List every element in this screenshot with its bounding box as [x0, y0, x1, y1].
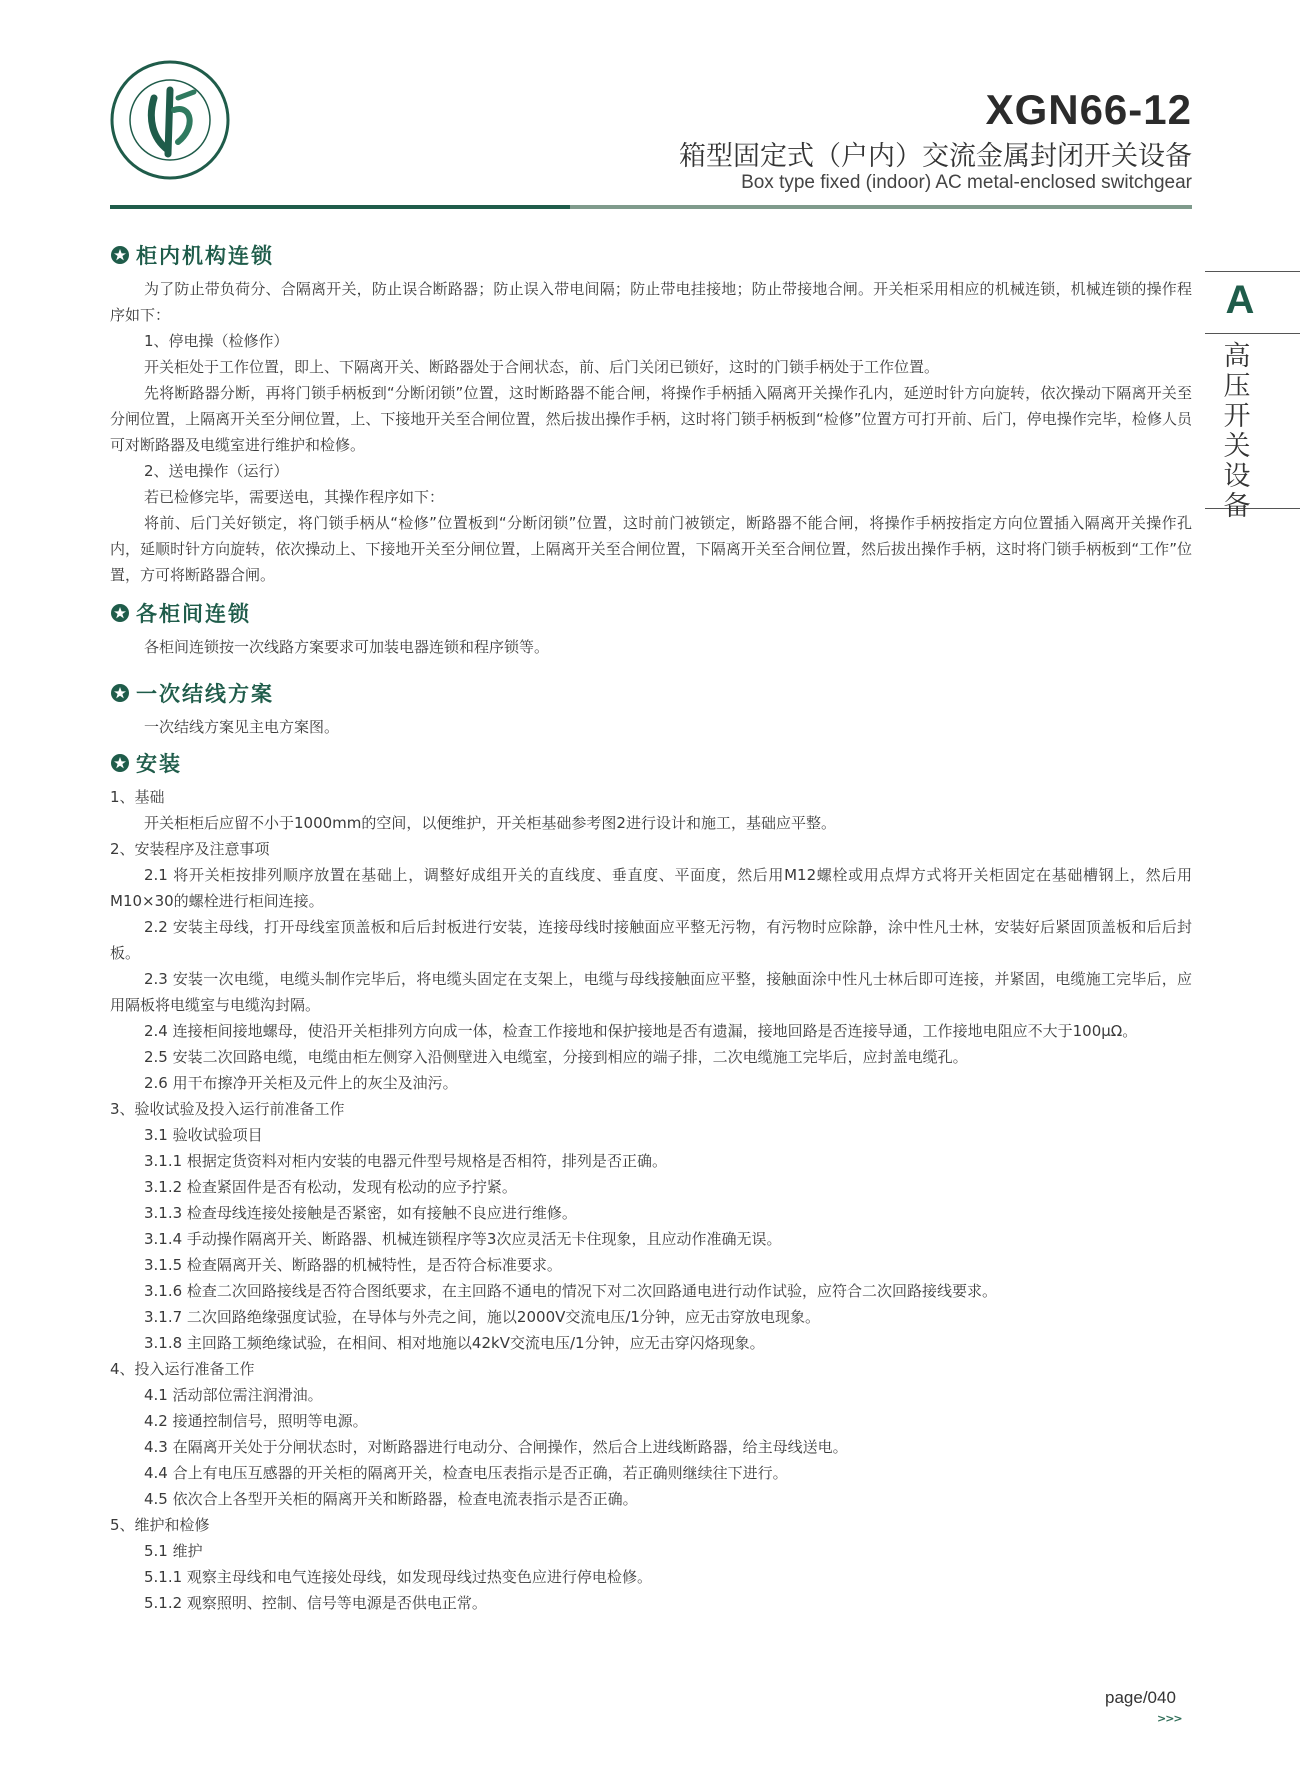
header-rule-light [570, 205, 1192, 209]
star-bullet-icon [110, 245, 130, 265]
paragraph: 先将断路器分断，再将门锁手柄板到“分断闭锁”位置，这时断路器不能合闸，将操作手柄插入隔离开关操作孔内，延逆时针方向旋转，依次操动下隔离开关至分闸位置，上隔离开关至分闸位置，上、下接地开关至合闸位置，然后拔出操作手柄，这时将门锁手柄板到“检修”位置方可打开前、后门，停电操作完毕，检修人员可对断路器及电缆室进行维护和检修。 [110, 384, 1192, 454]
next-page-arrows: >>> [1157, 1712, 1182, 1725]
paragraph: 1、停电操（检修作） [144, 332, 289, 350]
paragraph: 3.1.3 检查母线连接处接触是否紧密，如有接触不良应进行维修。 [144, 1204, 577, 1222]
section [110, 748, 1192, 1616]
paragraph: 5.1 维护 [144, 1542, 203, 1560]
section-heading [110, 598, 1192, 628]
paragraph: 5.1.2 观察照明、控制、信号等电源是否供电正常。 [144, 1594, 487, 1612]
paragraph: 开关柜柜后应留不小于1000mm的空间，以便维护，开关柜基础参考图2进行设计和施工，基础应平整。 [144, 814, 836, 832]
header-rule-dark [110, 205, 570, 209]
section-heading [110, 678, 1192, 708]
main-content [110, 240, 1192, 1624]
paragraph: 2、安装程序及注意事项 [110, 840, 270, 858]
product-title-en: Box type fixed (indoor) AC metal-enclosed switchgear [741, 172, 1192, 193]
paragraph: 3、验收试验及投入运行前准备工作 [110, 1100, 345, 1118]
paragraph: 2.1 将开关柜按排列顺序放置在基础上，调整好成组开关的直线度、垂直度、平面度，然后用M12螺栓或用点焊方式将开关柜固定在基础槽钢上，然后用M10×30的螺栓进行柜间连接。 [110, 866, 1192, 910]
paragraph: 1、基础 [110, 788, 165, 806]
paragraph: 5.1.1 观察主母线和电气连接处母线，如发现母线过热变色应进行停电检修。 [144, 1568, 652, 1586]
paragraph: 3.1.5 检查隔离开关、断路器的机械特性，是否符合标准要求。 [144, 1256, 562, 1274]
section [110, 240, 1192, 588]
paragraph: 2.3 安装一次电缆，电缆头制作完毕后，将电缆头固定在支架上，电缆与母线接触面应平整，接触面涂中性凡士林后即可连接，并紧固，电缆施工完毕后，应用隔板将电缆室与电缆沟封隔。 [110, 970, 1192, 1014]
product-title-cn: 箱型固定式（户内）交流金属封闭开关设备 [679, 141, 1192, 172]
paragraph: 3.1 验收试验项目 [144, 1126, 263, 1144]
paragraph: 若已检修完毕，需要送电，其操作程序如下： [144, 488, 445, 506]
paragraph: 4.2 接通控制信号，照明等电源。 [144, 1412, 368, 1430]
chapter-label: 高压开关设备 [1223, 341, 1251, 522]
page-number: page/040 [1105, 1688, 1176, 1707]
paragraph: 一次结线方案见主电方案图。 [144, 718, 340, 736]
paragraph: 4.4 合上有电压互感器的开关柜的隔离开关，检查电压表指示是否正确，若正确则继续往下进行。 [144, 1464, 788, 1482]
paragraph: 2.6 用干布擦净开关柜及元件上的灰尘及油污。 [144, 1074, 458, 1092]
section [110, 678, 1192, 740]
paragraph: 开关柜处于工作位置，即上、下隔离开关、断路器处于合闸状态，前、后门关闭已锁好，这时的门锁手柄处于工作位置。 [144, 358, 940, 376]
paragraph: 3.1.2 检查紧固件是否有松动，发现有松动的应予拧紧。 [144, 1178, 517, 1196]
paragraph: 4.5 依次合上各型开关柜的隔离开关和断路器，检查电流表指示是否正确。 [144, 1490, 638, 1508]
paragraph: 4.3 在隔离开关处于分闸状态时，对断路器进行电动分、合闸操作，然后合上进线断路器，给主母线送电。 [144, 1438, 848, 1456]
paragraph: 3.1.6 检查二次回路接线是否符合图纸要求，在主回路不通电的情况下对二次回路通电进行动作试验，应符合二次回路接线要求。 [144, 1282, 997, 1300]
section-heading-text: 一次结线方案 [136, 682, 274, 706]
section-heading-text: 安装 [136, 752, 182, 776]
paragraph: 4.1 活动部位需注润滑油。 [144, 1386, 323, 1404]
section-heading [110, 748, 1192, 778]
paragraph: 3.1.1 根据定货资料对柜内安装的电器元件型号规格是否相符，排列是否正确。 [144, 1152, 667, 1170]
chapter-letter: A [1225, 278, 1255, 322]
paragraph: 5、维护和检修 [110, 1516, 210, 1534]
paragraph: 3.1.4 手动操作隔离开关、断路器、机械连锁程序等3次应灵活无卡住现象，且应动作准确无误。 [144, 1230, 782, 1248]
section-heading-text: 各柜间连锁 [136, 602, 251, 626]
paragraph: 将前、后门关好锁定，将门锁手柄从“检修”位置板到“分断闭锁”位置，这时前门被锁定，断路器不能合闸，将操作手柄按指定方向位置插入隔离开关操作孔内，延顺时针方向旋转，依次操动上、下接地开关至分闸位置，上隔离开关至合闸位置，下隔离开关至合闸位置，然后拔出操作手柄，这时将门锁手柄板到“工作”位置，方可将断路器合闸。 [110, 514, 1192, 584]
paragraph: 各柜间连锁按一次线路方案要求可加装电器连锁和程序锁等。 [144, 638, 550, 656]
section-heading [110, 240, 1192, 270]
section-heading-text: 柜内机构连锁 [136, 244, 274, 268]
star-bullet-icon [110, 753, 130, 773]
company-logo [108, 58, 232, 182]
paragraph: 为了防止带负荷分、合隔离开关，防止误合断路器；防止误入带电间隔；防止带电挂接地；防止带接地合闸。开关柜采用相应的机械连锁，机械连锁的操作程序如下： [110, 280, 1192, 324]
paragraph: 4、投入运行准备工作 [110, 1360, 255, 1378]
star-bullet-icon [110, 603, 130, 623]
star-bullet-icon [110, 683, 130, 703]
paragraph: 2、送电操作（运行） [144, 462, 289, 480]
paragraph: 3.1.8 主回路工频绝缘试验，在相间、相对地施以42kV交流电压/1分钟，应无击穿闪烙现象。 [144, 1334, 765, 1352]
paragraph: 3.1.7 二次回路绝缘强度试验，在导体与外壳之间，施以2000V交流电压/1分钟，应无击穿放电现象。 [144, 1308, 820, 1326]
paragraph: 2.5 安装二次回路电缆，电缆由柜左侧穿入沿侧壁进入电缆室，分接到相应的端子排，二次电缆施工完毕后，应封盖电缆孔。 [144, 1048, 968, 1066]
paragraph: 2.4 连接柜间接地螺母，使沿开关柜排列方向成一体，检查工作接地和保护接地是否有遗漏，接地回路是否连接导通，工作接地电阻应不大于100μΩ。 [144, 1022, 1138, 1040]
section [110, 598, 1192, 660]
model-number: XGN66-12 [985, 86, 1192, 133]
paragraph: 2.2 安装主母线，打开母线室顶盖板和后后封板进行安装，连接母线时接触面应平整无污物，有污物时应除静，涂中性凡士林，安装好后紧固顶盖板和后后封板。 [110, 918, 1192, 962]
